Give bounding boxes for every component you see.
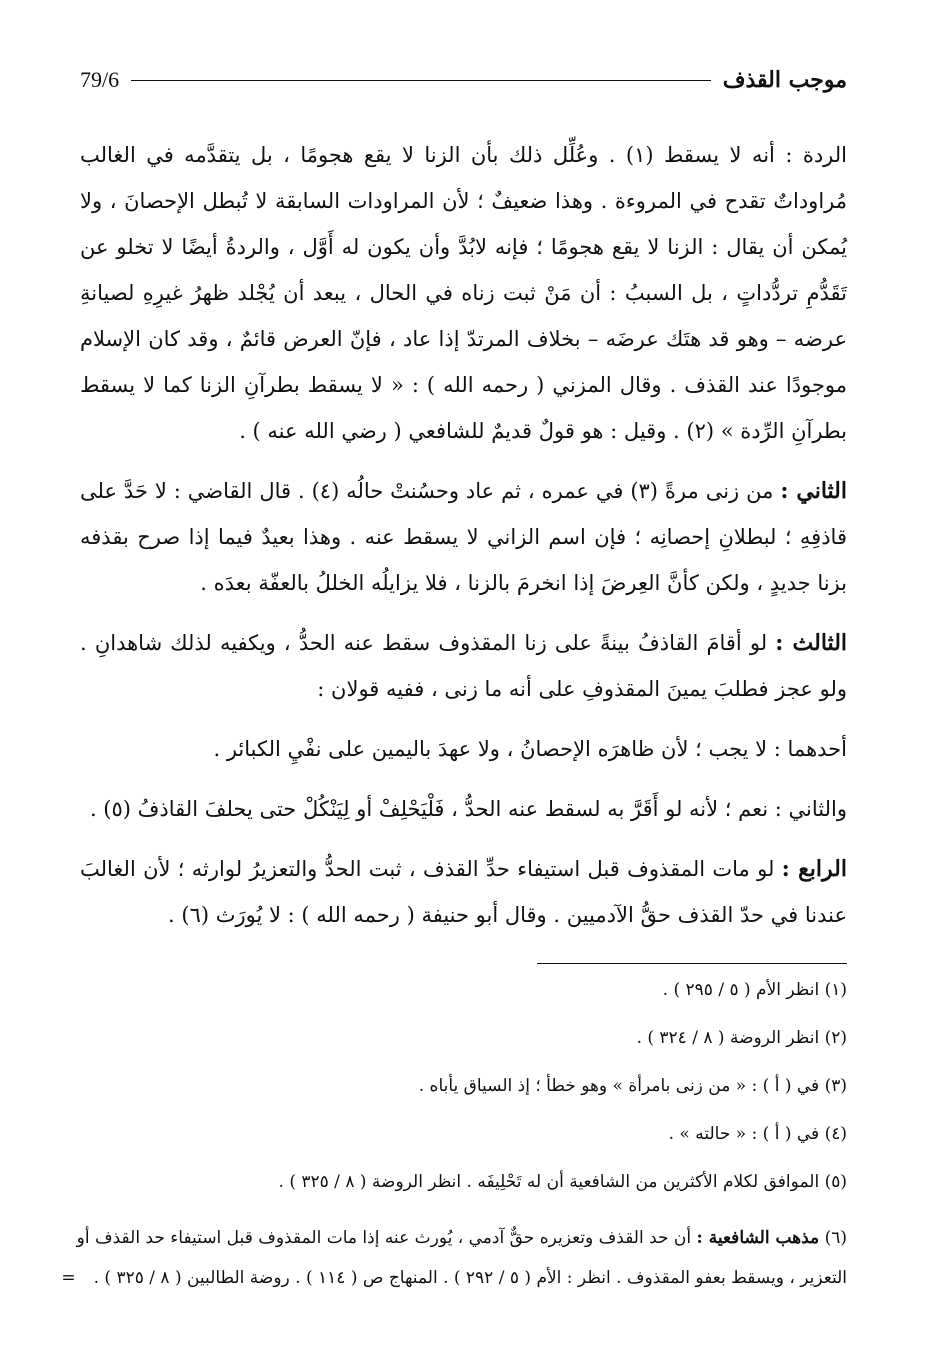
section-lead-fourth: الرابع : [781,856,847,882]
paragraph-1: الردة : أنه لا يسقط (١) . وعُلِّل ذلك بأن الزنا لا يقع هجومًا ، بل يتقدَّمه في الغالب مُراوداتٌ تقدح في المروءة . وهذا ضعيفٌ ؛ لأن المراودات السابقة لا تُبطل الإحصانَ ، ولا يُمكن أن يقال : الزنا لا يقع هجومًا ؛ فإنه لابُدَّ وأن يكون له أَوَّل ، والردةُ أيضًا لا تخلو عن تَقَدُّمِ تردُّداتٍ ، بل السببُ : أن مَنْ ثبت زناه في الحال ، يبعد أن يُجْلد ظهرُ غيرِهِ لصيانةِ عرضه – وهو قد هتَك عرضَه – بخلاف المرتدّ إذا عاد ، فإنّ العرض قائمٌ ، وقد كان الإسلام موجودًا عند القذف . وقال المزني ( رحمه الله ) : « لا يسقط بطرآنِ الزنا كما لا يسقط بطرآنِ الرِّدة » (٢) . وقيل : هو قولٌ قديمٌ للشافعي ( رضي الله عنه ) . [80,143,847,443]
footnote-6-text: أن حد القذف وتعزيره حقٌّ آدمي ، يُورث عنه إذا مات المقذوف قبل استيفاء حد القذف أو التعزير ، ويسقط بعفو المقذوف . انظر : الأم ( ٥ / ٢٩٢ ) . المنهاج ص ( ١١٤ ) . روضة الطالبين ( ٨ / ٣٢٥ ) . [76,1228,847,1288]
page-number: 79/6 [80,67,120,92]
main-text [80,132,847,952]
running-header [80,60,847,100]
footnote-6-lead: مذهب الشافعية : [696,1228,820,1248]
paragraph-3-text: لو أقامَ القاذفُ بينةً على زنا المقذوف سقط عنه الحدُّ ، ويكفيه لذلك شاهدانِ . ولو عجز فطلبَ يمينَ المقذوفِ على أنه ما زنى ، ففيه قولان : [80,631,847,701]
paragraph-3 [80,620,847,712]
footnote-6-number: (٦) [824,1228,847,1248]
footnote-6 [60,1218,847,1298]
footnote-separator [537,963,847,964]
paragraph-2 [80,468,847,606]
paragraph-4: أحدهما : لا يجب ؛ لأن ظاهرَه الإحصانُ ، ولا عهدَ باليمين على نفْيِ الكبائر . [213,737,847,761]
chapter-title: موجب القذف [722,67,847,93]
paragraph-5: والثاني : نعم ؛ لأنه لو أَقَرَّ به لسقط عنه الحدُّ ، فَلْيَحْلِفْ أو لِيَنْكُلْ حتى يحلفَ القاذفُ (٥) . [89,797,847,821]
footnote-3: (٣) في ( أ ) : « من زنى بامرأة » وهو خطأ ؛ إذ السياق يأباه . [418,1076,847,1096]
paragraph-6-text: لو مات المقذوف قبل استيفاء حدِّ القذف ، ثبت الحدُّ والتعزيرُ لوارثه ؛ لأن الغالبَ عندنا في حدّ القذف حقُّ الآدميين . وقال أبو حنيفة ( رحمه الله ) : لا يُورَث (٦) . [80,857,847,927]
continuation-mark: = [61,1268,76,1288]
footnote-4: (٤) في ( أ ) : « حالته » . [668,1124,847,1144]
header-rule [131,80,711,81]
paragraph-6 [80,846,847,938]
section-lead-third: الثالث : [775,630,848,656]
footnote-5: (٥) الموافق لكلام الأكثرين من الشافعية أن له تَحْلِيفَه . انظر الروضة ( ٨ / ٣٢٥ ) . [278,1172,847,1192]
paragraph-2-text: من زنى مرةً (٣) في عمره ، ثم عاد وحسُنتْ حالُه (٤) . قال القاضي : لا حَدَّ على قاذفِهِ ؛ لبطلانِ إحصانِه ؛ فإن اسم الزاني لا يسقط عنه . وهذا بعيدٌ فيما إذا صرح بقذفه بزنا جديدٍ ، ولكن كأنَّ العِرضَ إذا انخرمَ بالزنا ، فلا يزايلُه الخللُ بالعفّة بعدَه . [80,479,847,595]
footnote-2: (٢) انظر الروضة ( ٨ / ٣٢٤ ) . [636,1028,847,1048]
footnotes [60,978,847,1298]
footnote-1: (١) انظر الأم ( ٥ / ٢٩٥ ) . [662,980,847,1000]
section-lead-second: الثاني : [780,478,847,504]
